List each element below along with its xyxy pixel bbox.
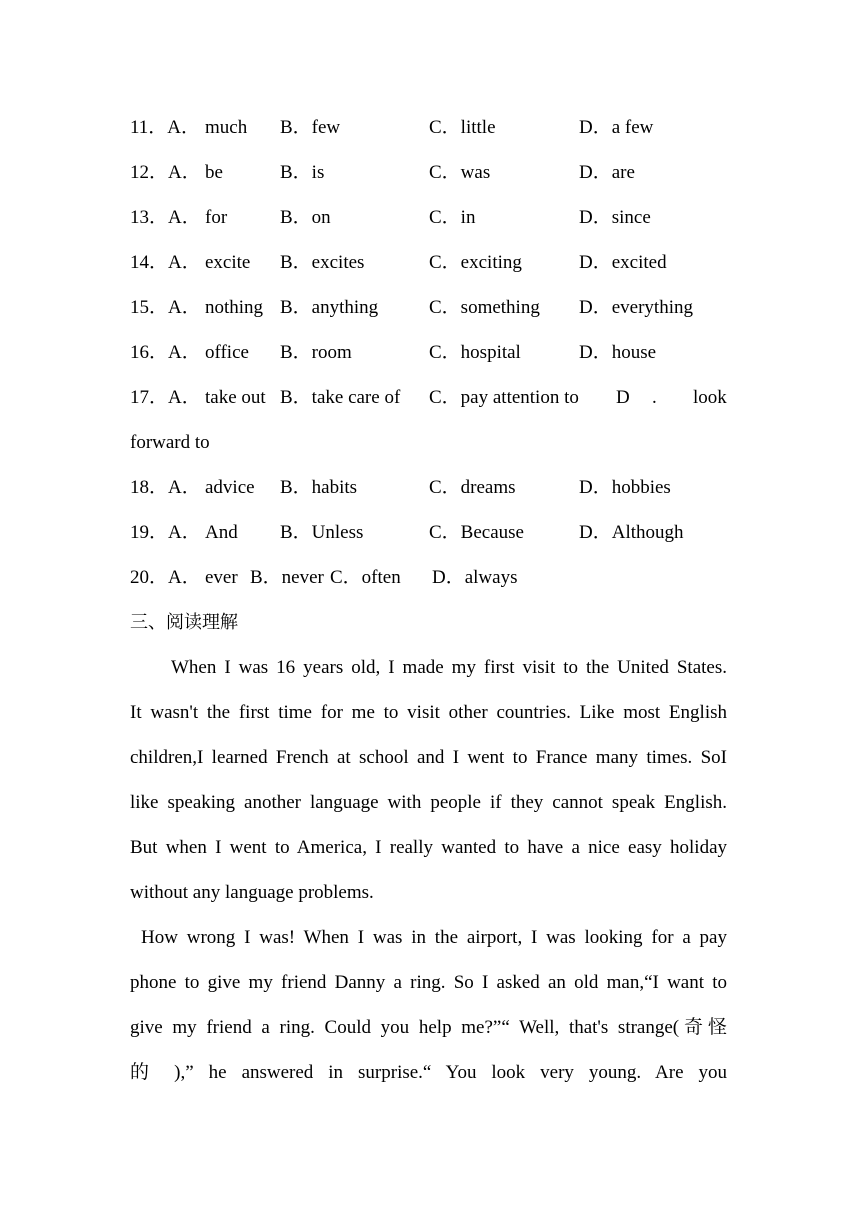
- option-a: And: [205, 522, 238, 543]
- option-c: C．was: [429, 162, 491, 183]
- option-b: B．anything: [280, 297, 379, 318]
- option-c: C．hospital: [429, 342, 521, 363]
- question-number: 19．A．: [130, 522, 201, 543]
- option-d-text: look: [693, 387, 727, 408]
- option-b: B．room: [280, 342, 352, 363]
- passage-line: 的 ),” he answered in surprise.“ You look very young. Are you: [130, 1062, 727, 1083]
- question-number: 13．A．: [130, 207, 201, 228]
- option-c: C．something: [429, 297, 540, 318]
- passage-line: phone to give my friend Danny a ring. So I asked an old man,“I want to: [130, 972, 727, 993]
- option-d: D．Although: [579, 522, 684, 543]
- option-a: take out: [205, 387, 266, 408]
- option-c: C．often: [330, 567, 401, 588]
- option-c: C．dreams: [429, 477, 516, 498]
- option-b: B．excites: [280, 252, 365, 273]
- option-a: ever: [205, 567, 238, 588]
- option-b: B．few: [280, 117, 341, 138]
- question-17: [130, 383, 727, 413]
- option-d: D．are: [579, 162, 635, 183]
- passage-line: When I was 16 years old, I made my first visit to the United States.: [171, 657, 727, 678]
- option-a: nothing: [205, 297, 264, 318]
- passage-line: But when I went to America, I really wanted to have a nice easy holiday: [130, 837, 727, 858]
- passage-line: give my friend a ring. Could you help me?”“ Well, that's strange(奇怪: [130, 1017, 727, 1038]
- passage-line: like speaking another language with people if they cannot speak English.: [130, 792, 727, 813]
- option-c: C．little: [429, 117, 496, 138]
- option-d-dot: .: [652, 387, 657, 408]
- option-c: C．in: [429, 207, 476, 228]
- option-d: D．since: [579, 207, 651, 228]
- passage-line: How wrong I was! When I was in the airport, I was looking for a pay: [141, 927, 727, 948]
- option-b: B．never: [250, 567, 324, 588]
- passage-line: without any language problems.: [130, 882, 374, 903]
- passage-line: It wasn't the first time for me to visit other countries. Like most English: [130, 702, 727, 723]
- question-number: 16．A．: [130, 342, 201, 363]
- question-number: 11．A．: [130, 117, 201, 138]
- option-a: excite: [205, 252, 251, 273]
- option-c: C．pay attention to: [429, 387, 579, 408]
- option-a: for: [205, 207, 228, 228]
- option-b: B．take care of: [280, 387, 401, 408]
- question-number: 12．A．: [130, 162, 201, 183]
- option-a: be: [205, 162, 223, 183]
- passage-line: children,I learned French at school and I went to France many times. SoI: [130, 747, 727, 768]
- option-b: B．habits: [280, 477, 358, 498]
- option-b: B．is: [280, 162, 325, 183]
- option-a: office: [205, 342, 249, 363]
- option-d-letter: D: [616, 387, 630, 408]
- option-a: advice: [205, 477, 255, 498]
- question-17-continuation: forward to: [130, 432, 210, 453]
- question-number: 14．A．: [130, 252, 201, 273]
- question-number: 20．A．: [130, 567, 201, 588]
- option-d: D．excited: [579, 252, 667, 273]
- option-b: B．on: [280, 207, 331, 228]
- option-d: D．a few: [579, 117, 654, 138]
- question-number: 18．A．: [130, 477, 201, 498]
- option-d: D．house: [579, 342, 657, 363]
- option-c: C．Because: [429, 522, 524, 543]
- option-d: D．always: [432, 567, 518, 588]
- question-number: 15．A．: [130, 297, 201, 318]
- option-d: D．hobbies: [579, 477, 671, 498]
- option-b: B．Unless: [280, 522, 364, 543]
- option-a: much: [205, 117, 248, 138]
- option-c: C．exciting: [429, 252, 522, 273]
- question-number: 17．A．: [130, 387, 201, 408]
- section-title: 三、阅读理解: [130, 612, 238, 633]
- option-d: D．everything: [579, 297, 693, 318]
